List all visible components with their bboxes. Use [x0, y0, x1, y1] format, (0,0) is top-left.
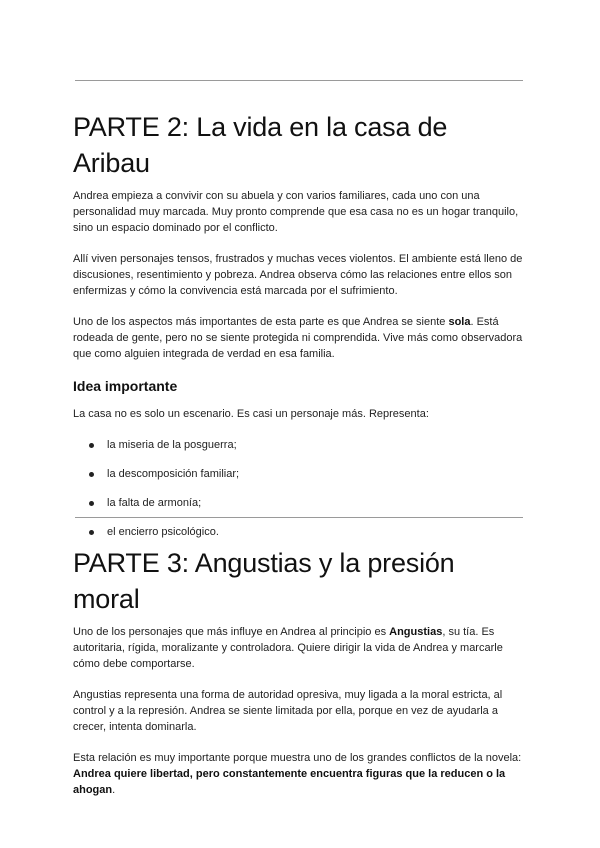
list-item-text: la miseria de la posguerra;	[107, 439, 237, 451]
list-item-text: la falta de armonía;	[107, 497, 202, 509]
paragraph-text: Esta relación es muy importante porque muestra uno de los grandes conflictos de la novela:	[73, 752, 522, 764]
paragraph: La casa no es solo un escenario. Es casi un personaje más. Representa:	[73, 408, 429, 420]
paragraph	[73, 750, 528, 798]
paragraph: Allí viven personajes tensos, frustrados y muchas veces violentos. El ambiente está lleno de discusiones, resentimiento y pobreza. Andrea observa cómo las relaciones entre ellos son enfermizas y cómo la convivencia está marcada por el sufrimiento.	[73, 253, 523, 297]
horizontal-divider	[75, 80, 523, 81]
section-title: PARTE 2: La vida en la casa de Aribau	[73, 112, 448, 178]
paragraph: Angustias representa una forma de autoridad opresiva, muy ligada a la moral estricta, al control y a la represión. Andrea se siente limitada por ella, porque en vez de ayudarla a crecer, intenta dominarla.	[73, 689, 503, 733]
paragraph: Andrea empieza a convivir con su abuela y con varios familiares, cada uno con una personalidad muy marcada. Muy pronto comprende que esa casa no es un hogar tranquilo, sino un espacio dominado por el conflicto.	[73, 190, 519, 234]
list-item	[73, 524, 528, 540]
bullet-icon	[89, 530, 94, 535]
paragraph-text: , su tía. Es autoritaria, rígida, moralizante y controladora. Quiere dirigir la vida de Andrea y marcarle cómo debe comportarse.	[73, 626, 503, 670]
bold-text: sola	[448, 316, 471, 328]
paragraph-text: . Está rodeada de gente, pero no se siente protegida ni comprendida. Vive más como observadora que como alguien integrada de verdad en esa familia.	[73, 316, 523, 360]
bold-text: Angustias	[389, 626, 443, 638]
section-parte-3	[73, 545, 528, 813]
bullet-icon	[89, 501, 94, 506]
bullet-list	[73, 437, 528, 540]
paragraph-text: Uno de los personajes que más influye en Andrea al principio es	[73, 626, 390, 638]
list-item	[73, 437, 528, 453]
section-parte-2	[73, 109, 528, 540]
paragraph	[73, 314, 528, 362]
list-item	[73, 495, 528, 511]
subheading: Idea importante	[73, 378, 178, 394]
list-item-text: la descomposición familiar;	[107, 468, 240, 480]
bullet-icon	[89, 443, 94, 448]
paragraph-text: .	[112, 784, 116, 796]
list-item	[73, 466, 528, 482]
section-title: PARTE 3: Angustias y la presión moral	[73, 548, 455, 614]
paragraph	[73, 624, 528, 672]
list-item-text: el encierro psicológico.	[107, 526, 219, 538]
horizontal-divider	[75, 517, 523, 518]
bullet-icon	[89, 472, 94, 477]
bold-text: Andrea quiere libertad, pero constantemente encuentra figuras que la reducen o la ahogan	[73, 768, 506, 796]
paragraph-text: Uno de los aspectos más importantes de esta parte es que Andrea se siente	[73, 316, 449, 328]
